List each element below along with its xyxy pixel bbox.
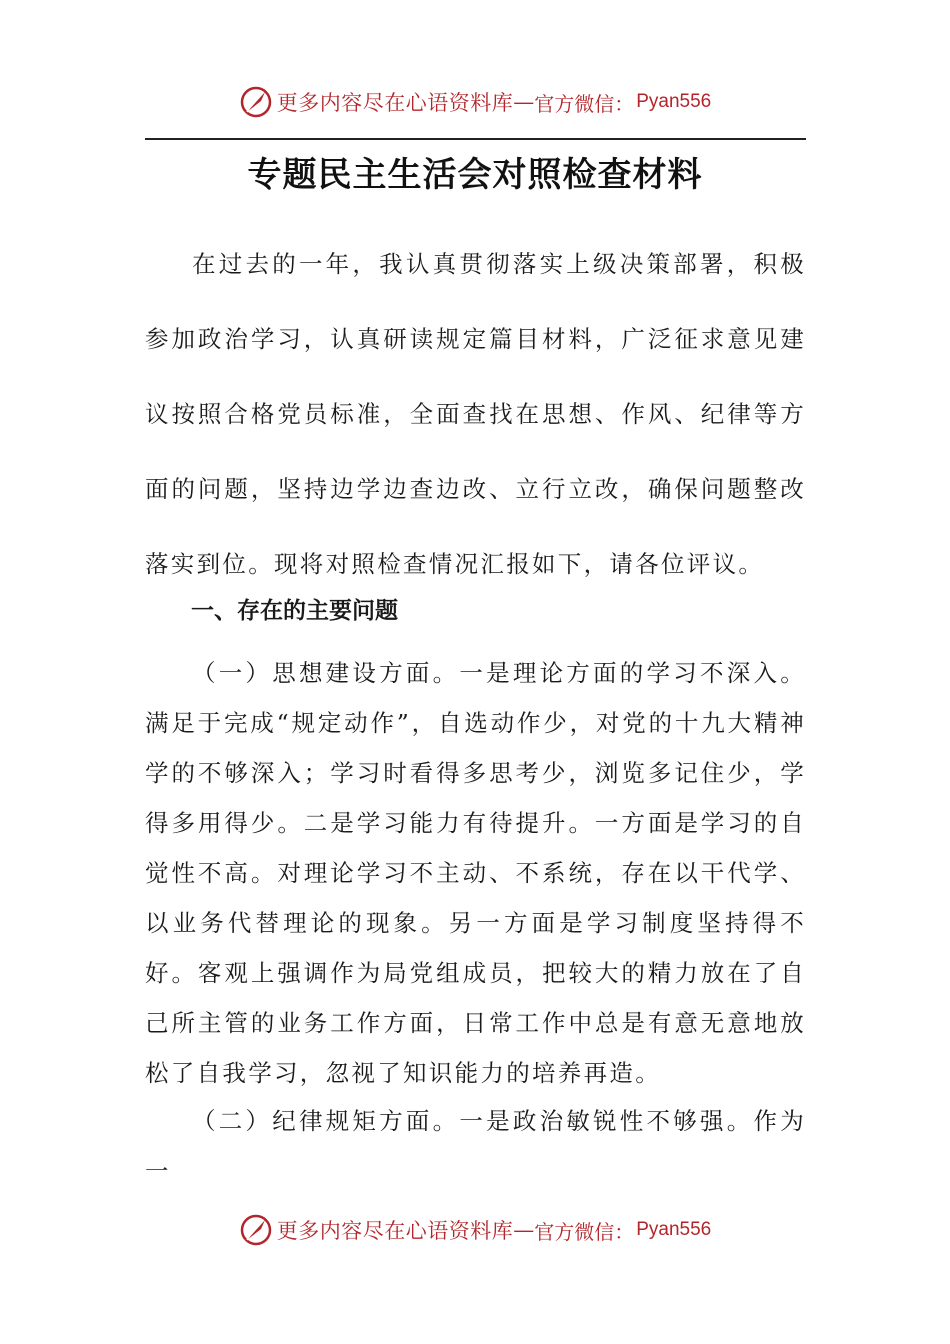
watermark-brand: 更多内容尽在心语资料库: [276, 1219, 514, 1243]
watermark-contact-id: Pyan556: [636, 91, 712, 112]
intro-paragraph: 在过去的一年，我认真贯彻落实上级决策部署，积极参加政治学习，认真研读规定篇目材料，广泛征求意见建议按照合格党员标准，全面查找在思想、作风、纪律等方面的问题，坚持边学边查边改、立行立改，确保问题整改落实到位。现将对照检查情况汇报如下，请各位评议。: [145, 250, 806, 578]
watermark-brand: 更多内容尽在心语资料库: [276, 91, 514, 115]
watermark-contact-id: Pyan556: [636, 1219, 712, 1240]
quill-logo-icon: [239, 85, 273, 119]
footer-watermark: [0, 1208, 950, 1252]
header-watermark: [0, 80, 950, 124]
quill-logo-icon: [239, 1213, 273, 1247]
body-paragraph-discipline: （二）纪律规矩方面。一是政治敏锐性不够强。作为一: [145, 1107, 806, 1185]
watermark-separator: —: [513, 1218, 535, 1242]
watermark-contact-label: 官方微信：: [534, 1219, 635, 1244]
document-title: 专题民主生活会对照检查材料: [247, 155, 703, 195]
watermark-contact-label: 官方微信：: [534, 91, 635, 116]
section-heading: 一、存在的主要问题: [191, 598, 398, 624]
header-divider: [145, 138, 806, 140]
watermark-separator: —: [513, 90, 535, 114]
body-paragraph-ideology: （一）思想建设方面。一是理论方面的学习不深入。满足于完成“规定动作”，自选动作少，对党的十九大精神学的不够深入；学习时看得多思考少，浏览多记住少，学得多用得少。二是学习能力有待提升。一方面是学习的自觉性不高。对理论学习不主动、不系统，存在以干代学、以业务代替理论的现象。另一方面是学习制度坚持得不好。客观上强调作为局党组成员，把较大的精力放在了自己所主管的业务工作方面，日常工作中总是有意无意地放松了自我学习，忽视了知识能力的培养再造。: [145, 659, 806, 1087]
